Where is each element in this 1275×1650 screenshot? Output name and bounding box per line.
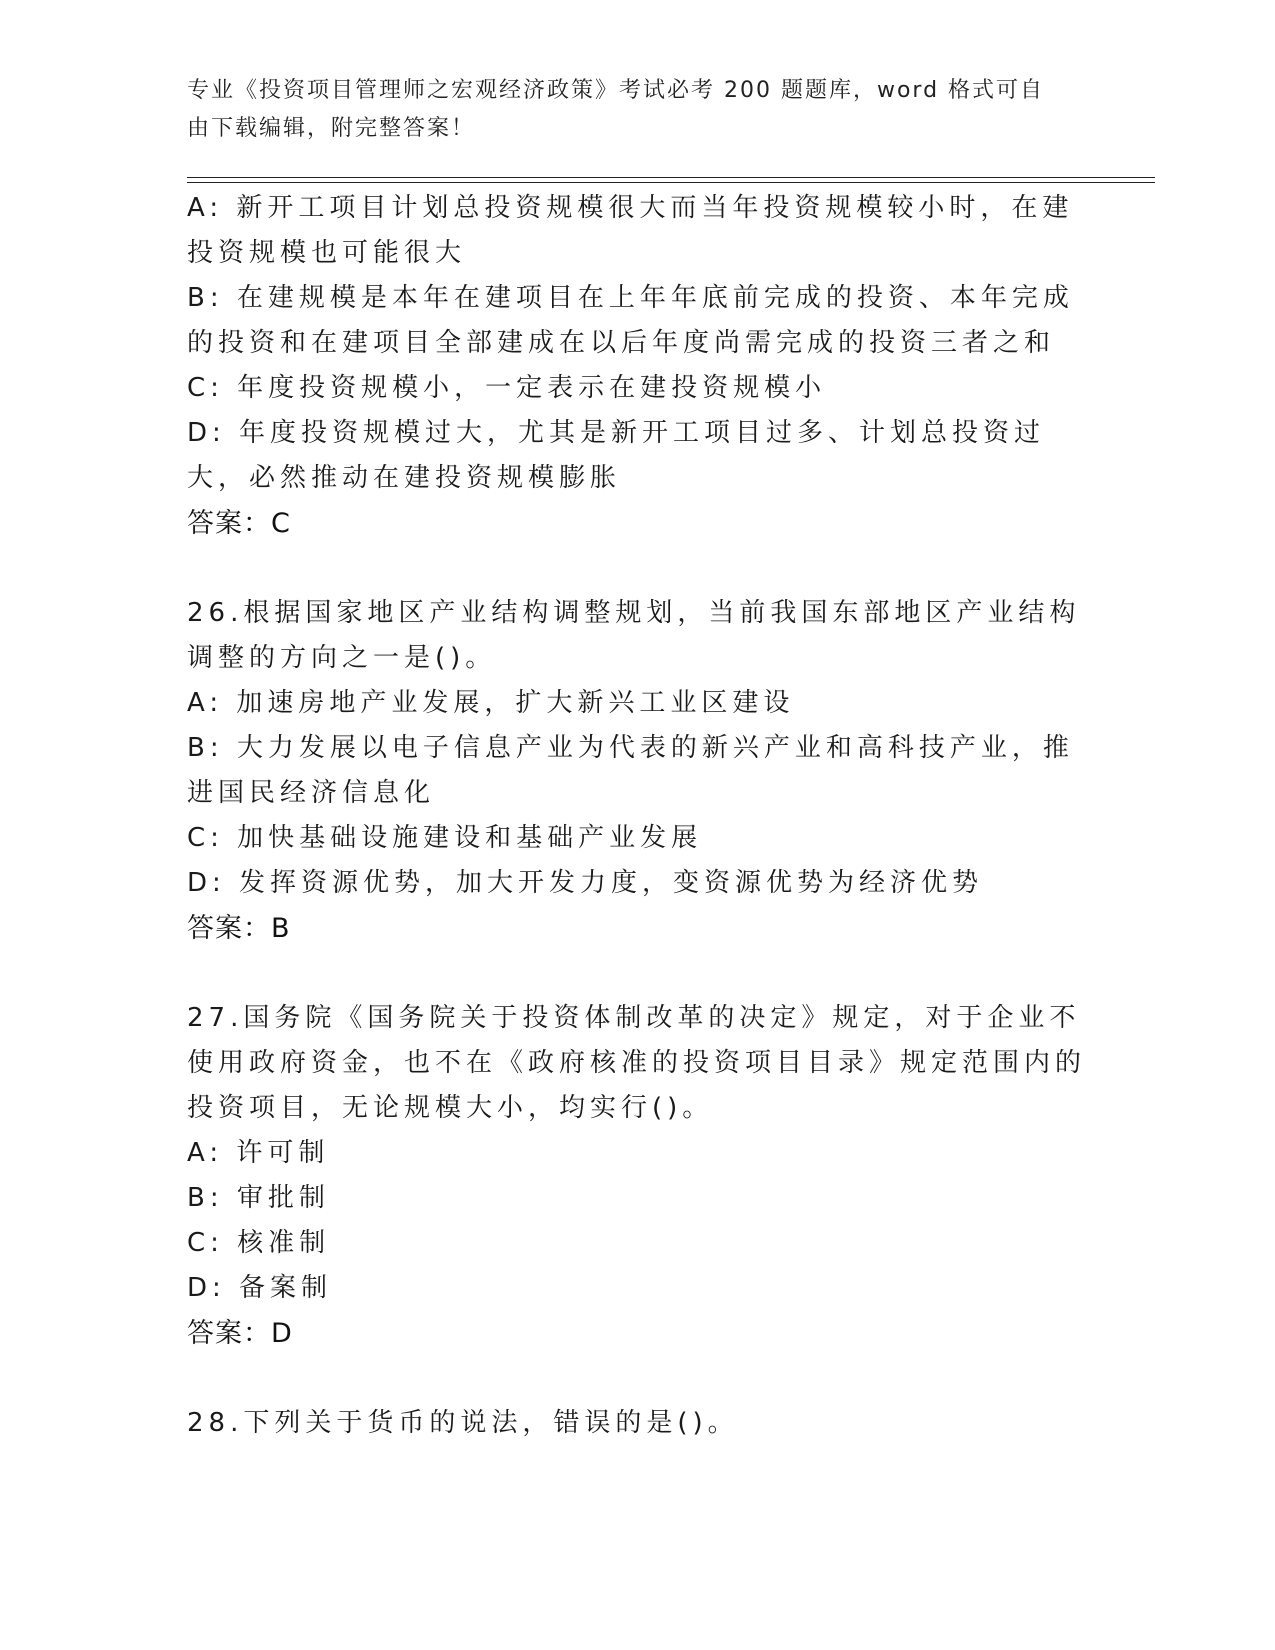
spacer <box>187 951 1087 996</box>
question-25-block <box>187 186 1087 546</box>
answer-line: 答案：D <box>187 1318 293 1349</box>
header-divider-top <box>187 177 1155 178</box>
question-text: 27.国务院《国务院关于投资体制改革的决定》规定，对于企业不使用政府资金，也不在《政府核准的投资项目目录》规定范围内的投资项目，无论规模大小，均实行()。 <box>187 1003 1087 1123</box>
option-b: B: 大力发展以电子信息产业为代表的新兴产业和高科技产业，推进国民经济信息化 <box>187 733 1074 808</box>
option-c: C: 加快基础设施建设和基础产业发展 <box>187 823 703 853</box>
document-header: 专业《投资项目管理师之宏观经济政策》考试必考 200 题题库，word 格式可自由下载编辑，附完整答案！ <box>187 78 1045 141</box>
header-divider-bottom <box>187 182 1155 183</box>
option-a: A: 许可制 <box>187 1138 330 1168</box>
question-27-block <box>187 996 1087 1356</box>
answer-line: 答案：C <box>187 508 291 539</box>
option-c: C: 核准制 <box>187 1228 331 1258</box>
option-d: D: 年度投资规模过大，尤其是新开工项目过多、计划总投资过大，必然推动在建投资规模膨胀 <box>187 418 1046 493</box>
option-c: C: 年度投资规模小，一定表示在建投资规模小 <box>187 373 827 403</box>
question-26-block <box>187 591 1087 951</box>
answer-line: 答案：B <box>187 913 291 944</box>
document-body <box>187 186 1087 1446</box>
option-a: A: 新开工项目计划总投资规模很大而当年投资规模较小时，在建投资规模也可能很大 <box>187 193 1074 268</box>
option-b: B: 审批制 <box>187 1183 330 1213</box>
question-text: 28.下列关于货币的说法，错误的是()。 <box>187 1408 739 1438</box>
question-28-block <box>187 1401 1087 1446</box>
option-d: D: 备案制 <box>187 1273 333 1303</box>
option-b: B: 在建规模是本年在建项目在上年年底前完成的投资、本年完成的投资和在建项目全部建成在以后年度尚需完成的投资三者之和 <box>187 283 1074 358</box>
spacer <box>187 546 1087 591</box>
option-d: D: 发挥资源优势，加大开发力度，变资源优势为经济优势 <box>187 868 984 898</box>
option-a: A: 加速房地产业发展，扩大新兴工业区建设 <box>187 688 795 718</box>
question-text: 26.根据国家地区产业结构调整规划，当前我国东部地区产业结构调整的方向之一是()。 <box>187 598 1081 673</box>
spacer <box>187 1356 1087 1401</box>
